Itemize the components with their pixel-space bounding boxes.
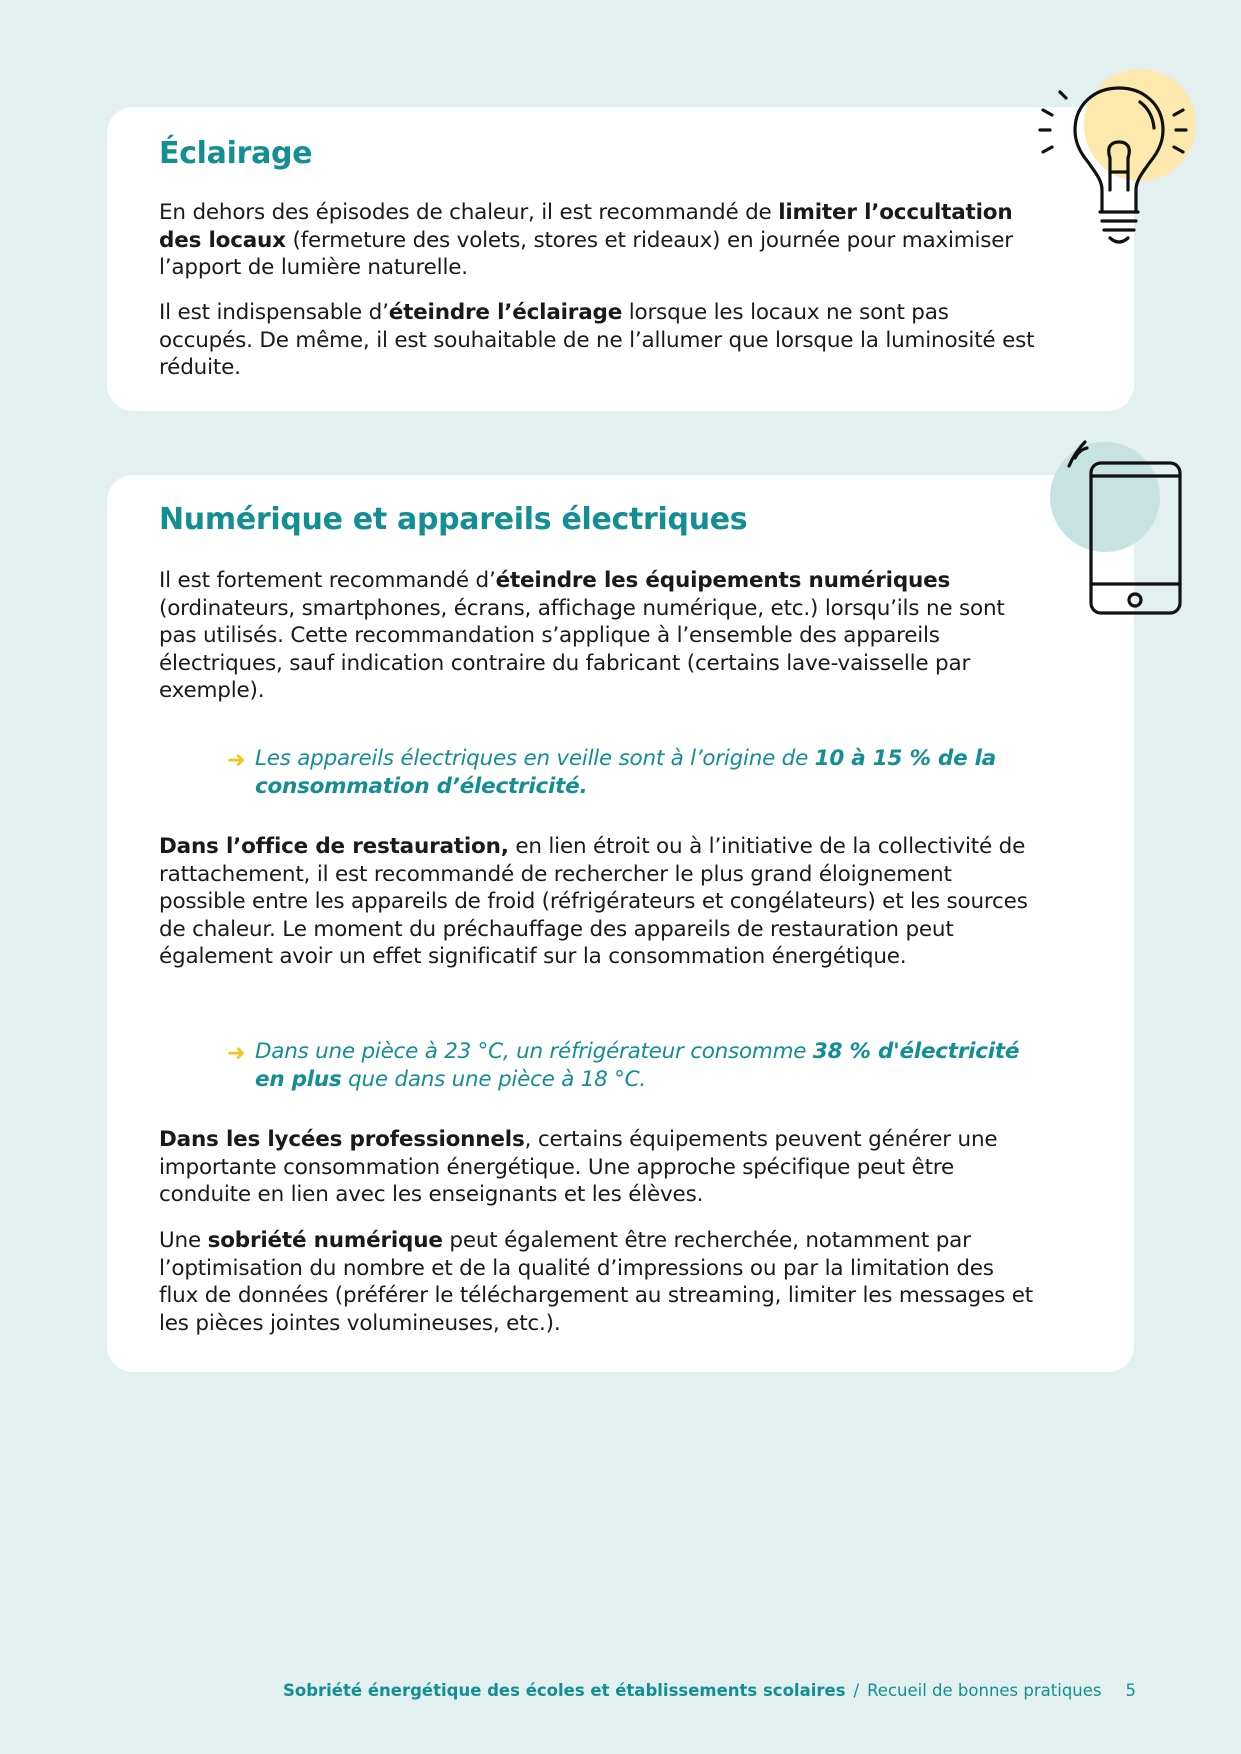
page-number: 5 — [1125, 1681, 1136, 1700]
text-run: En dehors des épisodes de chaleur, il est recommandé de — [159, 200, 779, 225]
highlight-fridge — [227, 1038, 1027, 1093]
highlight-standby-text — [255, 746, 996, 799]
digital-paragraph-4 — [159, 1227, 1039, 1337]
section-title-lighting: Éclairage — [159, 136, 313, 171]
text-run: que dans une pièce à 18 °C. — [341, 1066, 646, 1092]
text-run: peut également être recherchée, notamment par l’optimisation du nombre et de la qualité d’impressions ou par la limitation des flux de données (préférer le téléchargement au streaming, limiter les messages et les pièces jointes volumineuses, etc.). — [159, 1228, 1034, 1336]
text-run: Il est fortement recommandé d’ — [159, 568, 496, 593]
text-run: , certains équipements peuvent générer une importante consommation énergétique. Une approche spécifique peut être conduite en lien avec les enseignants et les élèves. — [159, 1127, 998, 1207]
emphasis-text: 10 à 15 % de la consommation d’électricité. — [255, 746, 997, 799]
text-run: Les appareils électriques en veille sont à l’origine de — [255, 746, 815, 771]
footer-separator: / — [853, 1681, 860, 1700]
arrow-icon: ➜ — [227, 748, 246, 773]
lightbulb-icon — [1030, 62, 1200, 252]
lighting-paragraph-2 — [159, 299, 1039, 382]
emphasis-text: 38 % d'électricité en plus — [255, 1039, 1020, 1092]
section-title-digital: Numérique et appareils électriques — [159, 502, 748, 537]
highlight-standby — [227, 745, 1027, 800]
highlight-fridge-text — [255, 1039, 1019, 1092]
smartphone-icon — [1045, 440, 1195, 620]
footer — [283, 1681, 1136, 1700]
digital-paragraph-1 — [159, 567, 1039, 705]
text-run: Une — [159, 1228, 208, 1253]
text-run: (fermeture des volets, stores et rideaux) en journée pour maximiser l’apport de lumière naturelle. — [159, 227, 1013, 280]
emphasis-text: éteindre les équipements numériques — [495, 568, 951, 593]
text-run: lorsque les locaux ne sont pas occupés. De même, il est souhaitable de ne l’allumer que lorsque la luminosité est réduite. — [159, 300, 1035, 380]
emphasis-text: limiter l’occultation des locaux — [159, 200, 1013, 253]
arrow-icon: ➜ — [227, 1041, 246, 1066]
footer-subtitle: Recueil de bonnes pratiques — [867, 1681, 1102, 1700]
lighting-paragraph-1 — [159, 199, 1039, 282]
text-run: (ordinateurs, smartphones, écrans, affichage numérique, etc.) lorsqu’ils ne sont pas utilisés. Cette recommandation s’applique à l’ensemble des appareils électriques, sauf indication contraire du fabricant (certains lave-vaisselle par exemple). — [159, 595, 1005, 703]
digital-paragraph-2 — [159, 833, 1039, 971]
digital-paragraph-3 — [159, 1126, 1039, 1209]
emphasis-text: sobriété numérique — [207, 1228, 443, 1253]
text-run: Dans une pièce à 23 °C, un réfrigérateur consomme — [255, 1039, 813, 1064]
digital-card — [107, 475, 1134, 1372]
text-run: Il est indispensable d’ — [159, 300, 389, 325]
emphasis-text: éteindre l’éclairage — [388, 300, 623, 325]
text-run: en lien étroit ou à l’initiative de la collectivité de rattachement, il est recommandé de rechercher le plus grand éloignement possible entre les appareils de froid (réfrigérateurs et congélateurs) et les sources de chaleur. Le moment du préchauffage des appareils de restauration peut également avoir un effet significatif sur la consommation énergétique. — [159, 834, 1028, 969]
lighting-card — [107, 107, 1134, 411]
footer-title: Sobriété énergétique des écoles et établissements scolaires — [282, 1681, 846, 1700]
emphasis-text: Dans l’office de restauration, — [159, 834, 509, 859]
emphasis-text: Dans les lycées professionnels — [159, 1127, 525, 1152]
